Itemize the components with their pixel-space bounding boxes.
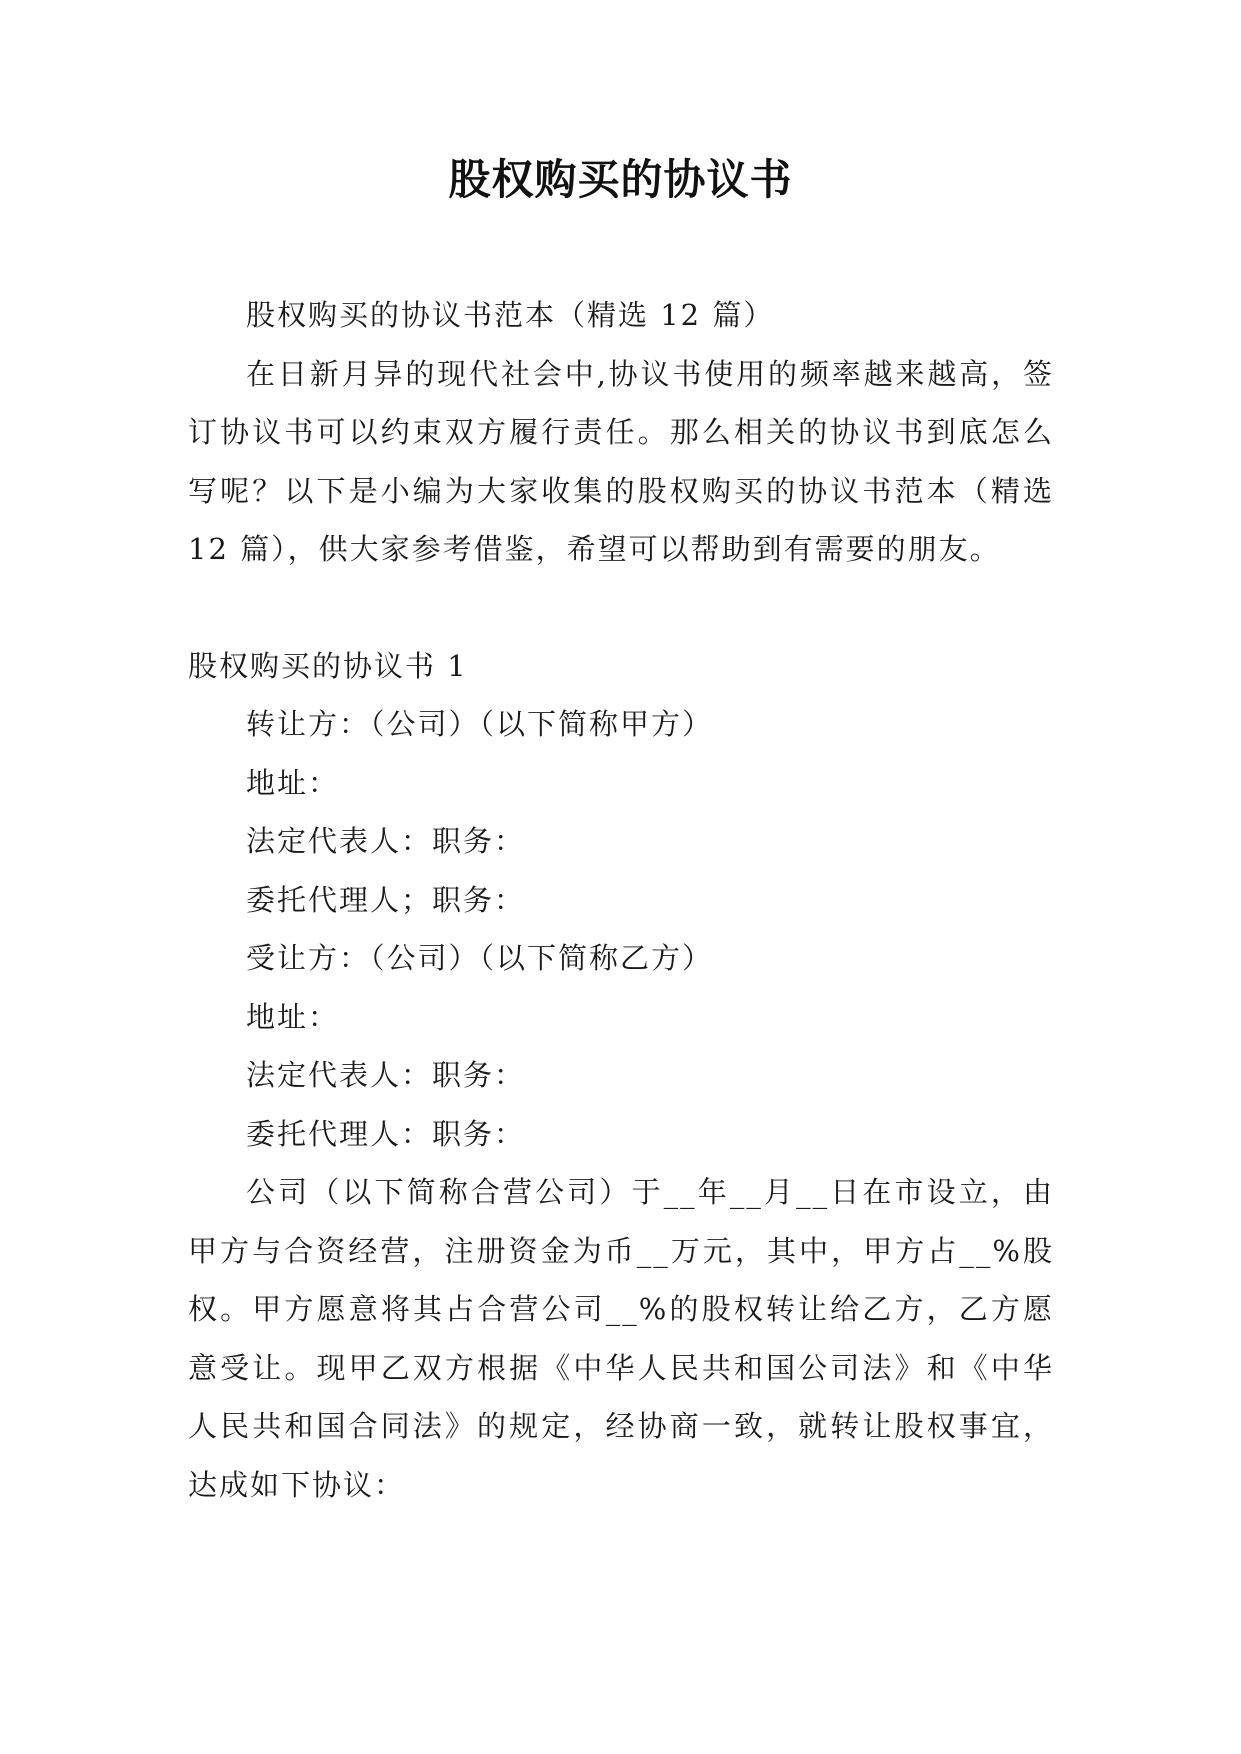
transferee-agent-line: 委托代理人：职务：	[246, 1116, 526, 1151]
transferor-legal-rep-line: 法定代表人：职务：	[246, 824, 526, 858]
section-heading: 股权购买的协议书 1	[188, 648, 468, 683]
paragraph-gap	[188, 579, 1054, 637]
transferor-line: 转让方：（公司）（以下简称甲方）	[246, 707, 714, 741]
agreement-paragraph: 公司（以下简称合营公司）于__年__月__日在市设立，由甲方与合资经营，注册资金为币__万元，其中，甲方占__%股权。甲方愿意将其占合营公司__%的股权转让给乙方，乙方愿意受让。现甲乙双方根据《中华人民共和国公司法》和《中华人民共和国合同法》的规定，经协商一致，就转让股权事宜，达成如下协议：	[188, 1175, 1054, 1502]
transferee-line: 受让方：（公司）（以下简称乙方）	[246, 941, 714, 975]
transferor-address-line: 地址：	[246, 765, 340, 800]
subtitle: 股权购买的协议书范本（精选 12 篇）	[246, 298, 775, 332]
transferee-address-line: 地址：	[246, 999, 340, 1034]
transferee-legal-rep-line: 法定代表人：职务：	[246, 1058, 526, 1092]
intro-paragraph: 在日新月异的现代社会中,协议书使用的频率越来越高，签订协议书可以约束双方履行责任。那么相关的协议书到底怎么写呢？以下是小编为大家收集的股权购买的协议书范本（精选 12 篇），供大家参考借鉴，希望可以帮助到有需要的朋友。	[188, 356, 1054, 566]
document-title: 股权购买的协议书	[448, 155, 793, 204]
document-body	[188, 286, 1054, 1514]
transferor-agent-line: 委托代理人；职务：	[246, 882, 526, 917]
